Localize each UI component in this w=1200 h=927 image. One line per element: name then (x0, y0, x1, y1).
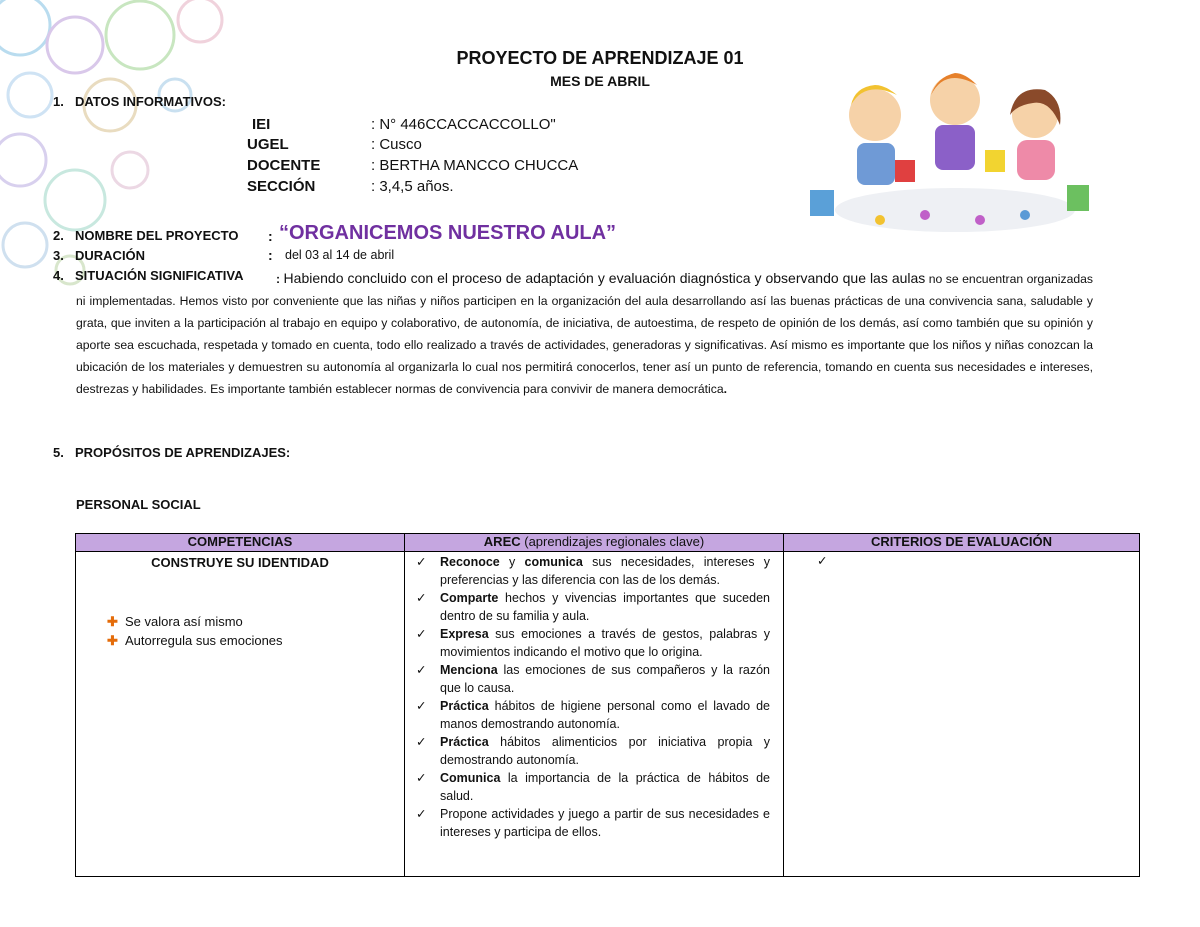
checkmark-icon: ✓ (416, 771, 427, 785)
list-item: ✓ Expresa sus emociones a través de gestos, palabras y movimientos indicando el motivo que lo origina. (416, 627, 770, 659)
table-header-row (76, 534, 1140, 552)
ugel-label: UGEL (247, 136, 289, 153)
section-3-heading: 3. DURACIÓN (53, 248, 146, 263)
list-item: ✓ Menciona las emociones de sus compañeros y la razón que lo causa. (416, 663, 770, 695)
checkmark-icon: ✓ (416, 735, 427, 749)
section-2-heading: 2. NOMBRE DEL PROYECTO (53, 228, 239, 243)
checkmark-icon: ✓ (416, 627, 427, 641)
docente-value: : BERTHA MANCCO CHUCCA (371, 157, 579, 174)
seccion-value: : 3,4,5 años. (371, 178, 454, 195)
criteria-cell (784, 552, 1140, 877)
competence-cell (76, 552, 405, 877)
checkmark-icon: ✓ (416, 591, 427, 605)
list-item: ✓ Propone actividades y juego a partir de sus necesidades e intereses y participa de ellos. (416, 807, 770, 839)
section-1-heading: 1. DATOS INFORMATIVOS: (53, 94, 226, 109)
section-3-colon: : (268, 247, 273, 263)
project-title: PROYECTO DE APRENDIZAJE 01 (456, 48, 744, 68)
iei-label: IEI (252, 116, 271, 133)
situation-lead: Habiendo concluido con el proceso de adaptación y evaluación diagnóstica y observando que las aulas (283, 270, 926, 286)
competencies-table (75, 533, 1140, 877)
iei-value: : N° 446CCACCACCOLLO" (371, 116, 556, 133)
list-item: ✓ Reconoce y comunica sus necesidades, intereses y preferencias y las diferencia con las de los demás. (416, 555, 770, 587)
section-4-heading: 4. SITUACIÓN SIGNIFICATIVA (53, 268, 244, 283)
project-name: “ORGANICEMOS NUESTRO AULA” (279, 222, 617, 244)
section-2-colon: : (268, 228, 273, 244)
list-item: ✓ Práctica hábitos alimenticios por iniciativa propia y demostrando autonomía. (416, 735, 770, 767)
seccion-label: SECCIÓN (247, 178, 316, 195)
list-item: ✓ Comunica la importancia de la práctica de hábitos de salud. (416, 771, 770, 803)
checkmark-icon: ✓ (416, 555, 427, 569)
significant-situation-text (76, 267, 1093, 400)
section-5-heading: 5. PROPÓSITOS DE APRENDIZAJES: (53, 445, 291, 460)
ugel-value: : Cusco (371, 136, 422, 153)
capacities-list (107, 614, 403, 652)
checkmark-icon: ✓ (817, 554, 828, 568)
situation-end: . (723, 382, 728, 396)
checkmark-icon: ✓ (416, 807, 427, 821)
project-month: MES DE ABRIL (550, 73, 650, 89)
header-criterios: CRITERIOS DE EVALUACIÓN (784, 534, 1140, 552)
docente-label: DOCENTE (247, 157, 321, 174)
arrow-bullet-icon: ✚ (107, 614, 118, 629)
area-title: PERSONAL SOCIAL (76, 497, 201, 512)
checkmark-icon: ✓ (416, 663, 427, 677)
list-item: ✚ Se valora así mismo (107, 614, 243, 629)
arec-list (406, 553, 782, 841)
header-arec: AREC (aprendizajes regionales clave) (405, 534, 784, 552)
header-competencias: COMPETENCIAS (76, 534, 405, 552)
arrow-bullet-icon: ✚ (107, 633, 118, 648)
list-item: ✓ Comparte hechos y vivencias importantes que suceden dentro de su familia y aula. (416, 591, 770, 623)
competence-title: CONSTRUYE SU IDENTIDAD (151, 555, 329, 570)
table-row (76, 552, 1140, 877)
section-4-colon: : (276, 272, 281, 286)
arec-cell (405, 552, 784, 877)
duration-value: del 03 al 14 de abril (285, 248, 395, 262)
checkmark-icon: ✓ (416, 699, 427, 713)
list-item: ✚ Autorregula sus emociones (107, 633, 283, 648)
list-item: ✓ Práctica hábitos de higiene personal como el lavado de manos demostrando autonomía. (416, 699, 770, 731)
situation-body: no se encuentran organizadas ni implementadas. Hemos visto por conveniente que las niñas y niños participen en la organización del aula desarrollando así las buenas prácticas de una convivencia sana, saludable y grata, que inviten a la participación al trabajo en equipo y colaborativo, de autonomía, de iniciativa, de autoestima, de respeto de opinión de los demás, así como también que su opinión y aporte sea escuchada, respetada y tomado en cuenta, todo ello realizado a través de actividades, generadoras y significativas. Así mismo es importante que los niños y niñas conozcan la ubicación de los materiales y demuestren su autonomía al organizarla lo cual nos permitirá conocerlos, tener así un punto de referencia, tomando en cuenta sus necesidades e intereses, destrezas y habilidades. Es importante también establecer normas de convivencia para convivir de manera democrática (76, 272, 1093, 396)
